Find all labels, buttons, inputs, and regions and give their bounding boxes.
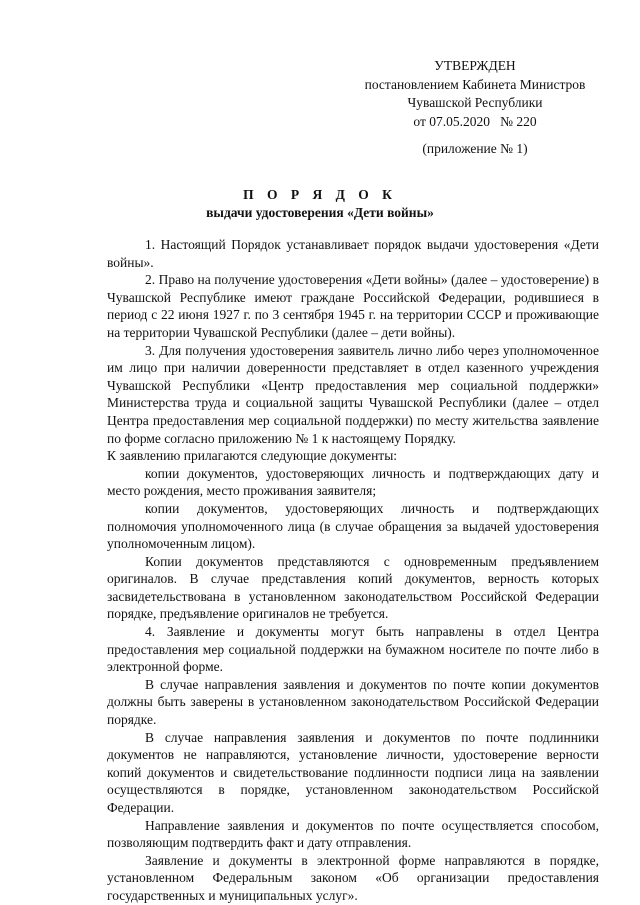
approval-stamp (340, 57, 610, 131)
document-subtitle: выдачи удостоверения «Дети войны» (206, 205, 434, 220)
paragraph-electronic: Заявление и документы в электронной форме направляются в порядке, установленном Федеральным законом «Об организации предоставления государственных и муниципальных услуг». (107, 852, 599, 903)
document-title: П О Р Я Д О К (243, 187, 397, 202)
paragraph-postal-method: Направление заявления и документов по почте осуществляется способом, позволяющим подтвердить факт и дату отправления. (107, 817, 599, 851)
approval-region: Чувашской Республики (407, 95, 543, 110)
approval-title: УТВЕРЖДЕН (434, 58, 516, 73)
paragraph-originals: Копии документов представляются с одновременным предъявлением оригиналов. В случае представления копий документов, верность которых засвидетельствована в установленном законодательством Российской Федерации порядке, предъявление оригиналов не требуется. (107, 553, 599, 622)
paragraph-attachments-intro: К заявлению прилагаются следующие документы: (107, 448, 398, 464)
paragraph-attachment-2: копии документов, удостоверяющих личность и подтверждающих полномочия уполномоченного лица (в случае обращения за выдачей удостоверения уполномоченным лицом). (107, 500, 599, 552)
paragraph-attachment-1: копии документов, удостоверяющих личность и подтверждающих дату и место рождения, место проживания заявителя; (107, 465, 599, 499)
paragraph-1: 1. Настоящий Порядок устанавливает порядок выдачи удостоверения «Дети войны». (107, 237, 599, 270)
approval-date-number: от 07.05.2020 № 220 (413, 113, 537, 129)
paragraph-postal-copies: В случае направления заявления и документов по почте копии документов должны быть заверены в установленном законодательством Российской Федерации порядке. (107, 676, 599, 728)
approval-authority: постановлением Кабинета Министров (364, 76, 586, 92)
appendix-label: (приложение № 1) (422, 141, 528, 156)
paragraph-4: 4. Заявление и документы могут быть направлены в отдел Центра предоставления мер социальной поддержки на бумажном носителе по почте либо в электронной форме. (107, 624, 599, 675)
paragraph-3: 3. Для получения удостоверения заявитель лично либо через уполномоченное им лицо при наличии доверенности представляет в отдел казенного учреждения Чувашской Республики «Центр предоставления мер социальной поддержки» Министерства труда и социальной защиты Чувашской Республики (далее – отдел Центра предоставления мер социальной поддержки) по месту жительства заявление по форме согласно приложению № 1 к настоящему Порядку. (107, 342, 599, 446)
paragraph-2: 2. Право на получение удостоверения «Дети войны» (далее – удостоверение) в Чувашской Республике имеют граждане Российской Федерации, родившиеся в период с 22 июня 1927 г. по 3 сентября 1945 г. на территории СССР и проживающие на территории Чувашской Республики (далее – дети войны). (107, 272, 599, 340)
paragraph-postal-originals: В случае направления заявления и документов по почте подлинники документов не направляются, установление личности, удостоверение верности копий документов и свидетельствование подлинности подписи лица на заявлении осуществляются в порядке, установленном законодательством Российской Федерации. (107, 729, 599, 815)
document-body (107, 236, 599, 905)
